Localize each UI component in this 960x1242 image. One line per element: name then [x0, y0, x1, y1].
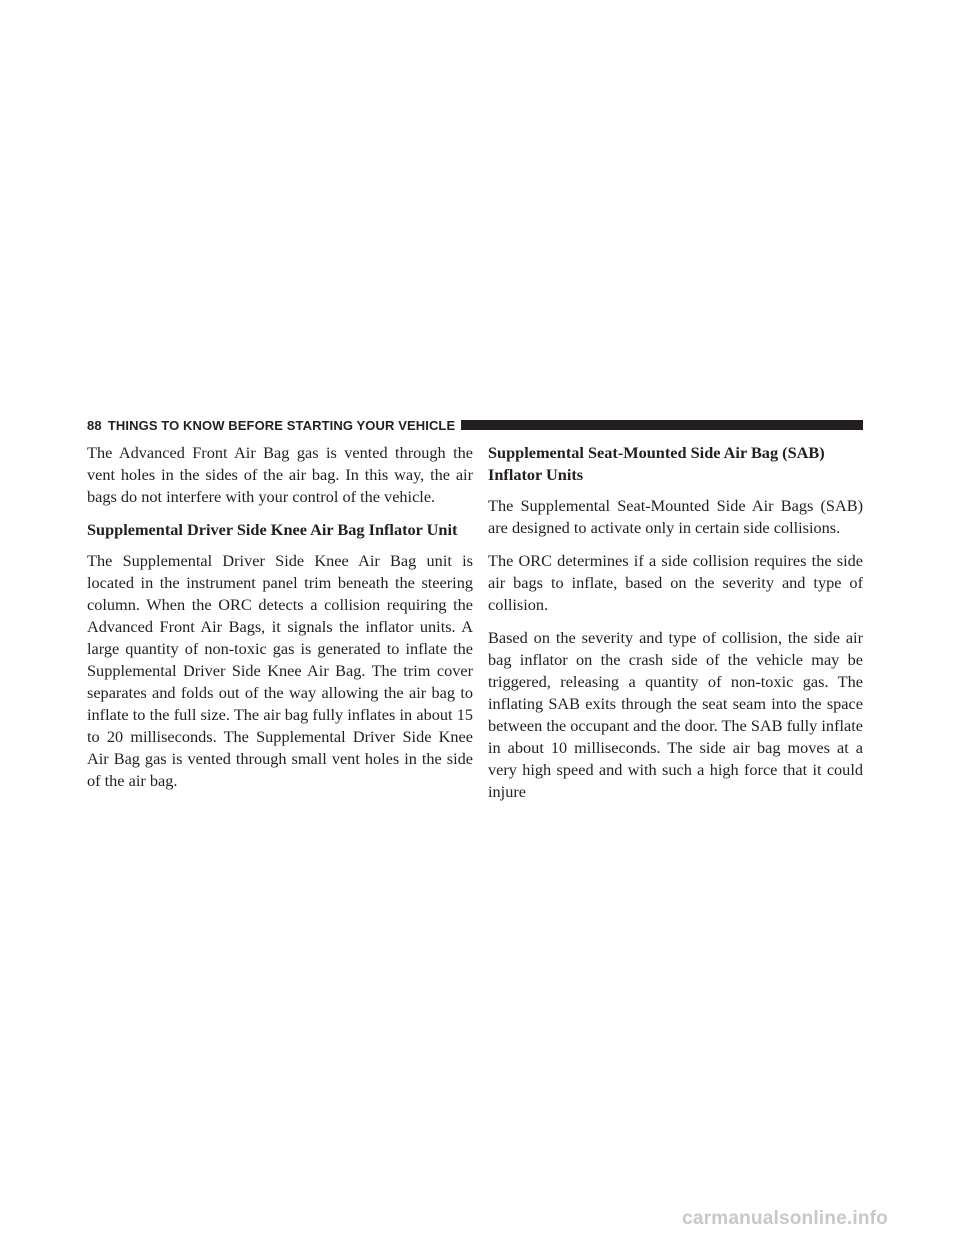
- right-column: [488, 442, 863, 814]
- page-header: [87, 416, 863, 434]
- paragraph-sab-design: The Supplemental Seat-Mounted Side Air Bags (SAB) are designed to activate only in certain side collisions.: [488, 496, 863, 537]
- paragraph-knee-air-bag: The Supplemental Driver Side Knee Air Bag unit is located in the instrument panel trim beneath the steering column. When the ORC detects a collision requiring the Advanced Front Air Bags, it signals the inflator units. A large quantity of non-toxic gas is generated to inflate the Supplemental Driver Side Knee Air Bag. The trim cover separates and folds out of the way allowing the air bag to inflate to the full size. The air bag fully inflates in about 15 to 20 milliseconds. The Supplemental Driver Side Knee Air Bag gas is vented through small vent holes in the side of the air bag.: [87, 551, 473, 790]
- paragraph-sab-inflation: Based on the severity and type of collision, the side air bag inflator on the crash side of the vehicle may be triggered, releasing a quantity of non-toxic gas. The inflating SAB exits through the seat seam into the space between the occupant and the door. The SAB fully inflate in about 10 milliseconds. The side air bag moves at a very high speed and with such a high force that it could injure: [488, 628, 863, 801]
- footer-watermark: carmanualsonline.info: [682, 1208, 888, 1229]
- paragraph-vent-holes: The Advanced Front Air Bag gas is vented through the vent holes in the sides of the air bag. In this way, the air bags do not interfere with your control of the vehicle.: [87, 443, 473, 506]
- heading-knee-air-bag-inflator: Supplemental Driver Side Knee Air Bag Inflator Unit: [87, 520, 458, 539]
- header-rule: [461, 420, 863, 430]
- paragraph-orc-determines: The ORC determines if a side collision requires the side air bags to inflate, based on the severity and type of collision.: [488, 551, 863, 614]
- page-number: 88: [87, 417, 102, 433]
- section-title: THINGS TO KNOW BEFORE STARTING YOUR VEHICLE: [107, 417, 456, 433]
- left-column: [87, 442, 473, 803]
- heading-side-air-bag-inflator: Supplemental Seat-Mounted Side Air Bag (SAB) Inflator Units: [488, 443, 825, 484]
